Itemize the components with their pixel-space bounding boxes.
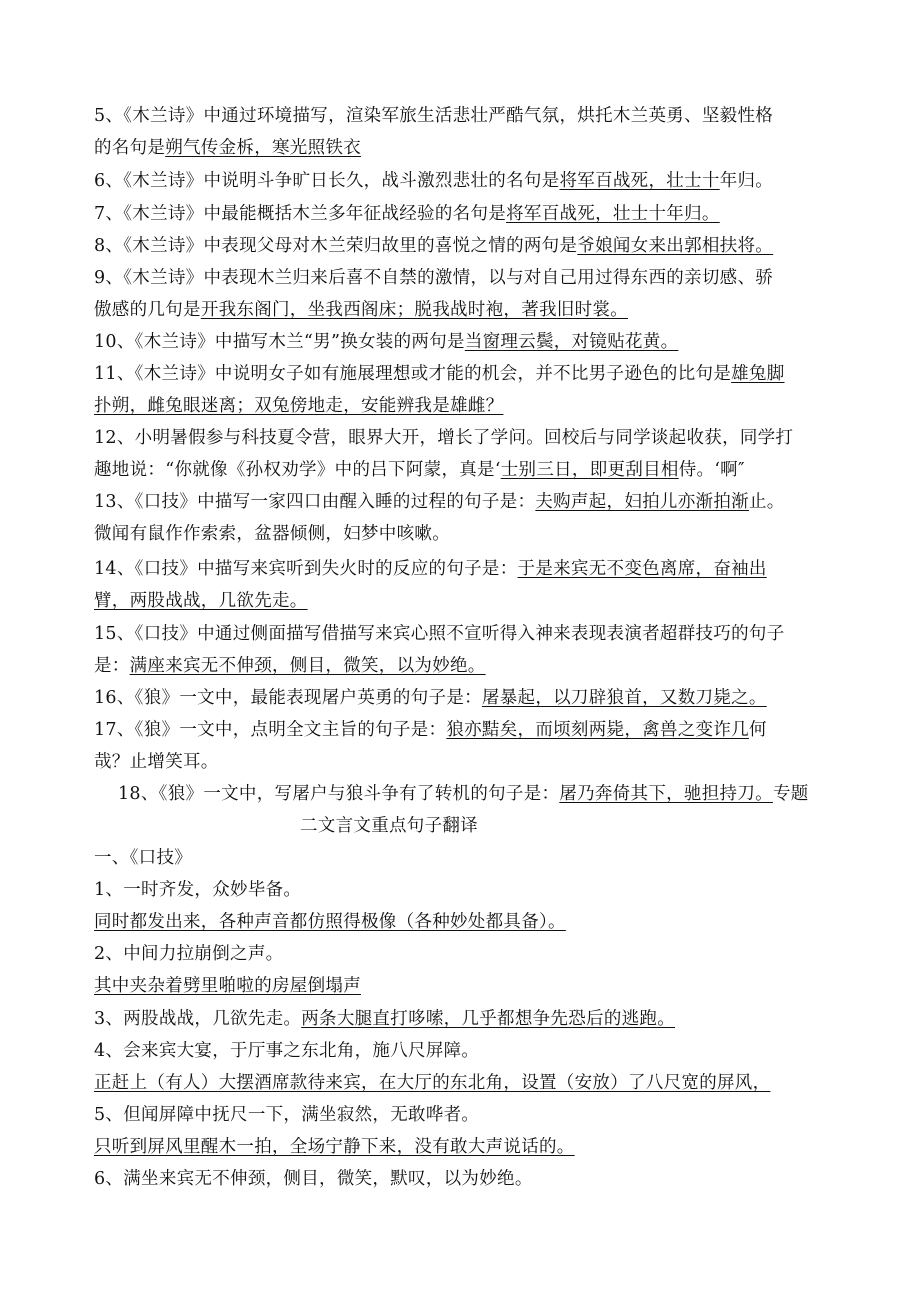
text-line: 9、《木兰诗》中表现木兰归来后喜不自禁的激情，以与对自己用过得东西的亲切感、骄 xyxy=(94,268,774,288)
answer-text: 屠乃奔倚其下，驰担持刀。 xyxy=(559,784,773,804)
text-line: 微闻有鼠作作索索，盆器倾侧，妇梦中咳嗽。 xyxy=(94,524,450,544)
text-line xyxy=(94,1071,770,1095)
text-line: 15、《口技》中通过侧面描写借描写来宾心照不宣听得入神来表现表演者超群技巧的句子 xyxy=(94,624,785,644)
text-line: 16、《狼》一文中，最能表现屠户英勇的句子是：屠暴起，以刀辟狼首，又数刀毙之。 xyxy=(94,688,767,708)
answer-text: 臂，两股战战，几欲先走。 xyxy=(94,591,308,611)
text-line: 5、《木兰诗》中通过环境描写，渲染军旅生活悲壮严酷气氛，烘托木兰英勇、坚毅性格 xyxy=(94,106,774,126)
text-line: 3、两股战战，几欲先走。两条大腿直打哆嗦，几乎都想争先恐后的逃跑。 xyxy=(94,1009,676,1029)
text-line: 6、满坐来宾无不伸颈，侧目，微笑，默叹，以为妙绝。 xyxy=(94,1169,533,1189)
answer-text: 开我东阁门，坐我西阁床；脱我战时袍，著我旧时裳。 xyxy=(200,300,629,320)
section-title: 二文言文重点句子翻译 xyxy=(300,816,478,836)
answer-text: 夫购声起，妇拍儿亦渐拍渐 xyxy=(535,492,749,512)
text-line: 趣地说：“你就像《孙权劝学》中的吕下阿蒙，真是‘士别三日，即更刮目相侍。‘啊″ xyxy=(94,460,745,480)
text-line xyxy=(94,394,503,418)
answer-text: 其中夹杂着劈里啪啦的房屋倒塌声 xyxy=(94,976,361,996)
text-line: 11、《木兰诗》中说明女子如有施展理想或才能的机会，并不比男子逊色的比句是雄兔脚 xyxy=(94,364,785,384)
answer-text: 将军百战死，壮士十年归。 xyxy=(506,204,720,224)
answer-text: 两条大腿直打哆嗦，几乎都想争先恐后的逃跑。 xyxy=(301,1009,676,1029)
text-line: 是：满座来宾无不伸颈，侧目，微笑，以为妙绝。 xyxy=(94,656,486,676)
answer-text: 正赶上（有人）大摆酒席款待来宾，在大厅的东北角，设置（安放）了八尺宽的屏风， xyxy=(94,1073,771,1093)
text-line: 13、《口技》中描写一家四口由醒入睡的过程的句子是：夫购声起，妇拍儿亦渐拍渐止。 xyxy=(94,492,785,512)
text-line: 18、《狼》一文中，写屠户与狼斗争有了转机的句子是：屠乃奔倚其下，驰担持刀。专题 xyxy=(118,784,809,804)
answer-text: 于是来宾无不变色离席，奋袖出 xyxy=(517,559,767,579)
answer-text: 雄兔脚 xyxy=(731,364,785,384)
text-line xyxy=(94,1135,575,1159)
text-line: 傲感的几句是开我东阁门，坐我西阁床；脱我战时袍，著我旧时裳。 xyxy=(94,300,629,320)
text-line xyxy=(94,589,308,613)
text-line: 14、《口技》中描写来宾听到失火时的反应的句子是：于是来宾无不变色离席，奋袖出 xyxy=(94,559,767,579)
text-line: 10、《木兰诗》中描写木兰“男”换女装的两句是当窗理云鬓，对镜贴花黄。 xyxy=(94,332,679,352)
text-line xyxy=(94,974,361,998)
answer-text: 扑朔，雌兔眼迷离；双兔傍地走，安能辨我是雄雌？ xyxy=(94,396,504,416)
answer-text: 士别三日，即更刮目相 xyxy=(500,460,679,480)
text-line: 7、《木兰诗》中最能概括木兰多年征战经验的名句是将军百战死，壮士十年归。 xyxy=(94,204,720,224)
answer-text: 当窗理云鬓，对镜贴花黄。 xyxy=(464,332,679,352)
text-line: 12、小明暑假参与科技夏令营，眼界大开，增长了学问。回校后与同学谈起收获，同学打 xyxy=(94,428,794,448)
answer-text: 狼亦黠矣，而顷刻两毙，禽兽之变诈几 xyxy=(446,720,749,740)
section-heading: 一、《口技》 xyxy=(94,848,193,868)
text-line: 哉？止增笑耳。 xyxy=(94,752,219,772)
text-line: 17、《狼》一文中，点明全文主旨的句子是：狼亦黠矣，而顷刻两毙，禽兽之变诈几何 xyxy=(94,720,767,740)
answer-text: 将军百战死，壮士十 xyxy=(559,171,720,191)
text-line: 6、《木兰诗》中说明斗争旷日长久，战斗激烈悲壮的名句是将军百战死，壮士十年归。 xyxy=(94,171,774,191)
answer-text: 满座来宾无不伸颈，侧目，微笑，以为妙绝。 xyxy=(129,656,486,676)
answer-text: 爷娘闻女来出郭相扶将。 xyxy=(577,236,774,256)
answer-text: 同时都发出来，各种声音都仿照得极像（各种妙处都具备）。 xyxy=(94,912,566,932)
text-line xyxy=(94,910,566,934)
answer-text: 朔气传金柝，寒光照铁衣 xyxy=(165,138,362,158)
text-line: 5、但闻屏障中抚尺一下，满坐寂然，无敢哗者。 xyxy=(94,1105,480,1125)
text-line: 2、中间力拉崩倒之声。 xyxy=(94,944,284,964)
text-line: 4、会来宾大宴，于厅事之东北角，施八尺屏障。 xyxy=(94,1041,480,1061)
text-line: 的名句是朔气传金柝，寒光照铁衣 xyxy=(94,138,362,158)
text-line: 8、《木兰诗》中表现父母对木兰荣归故里的喜悦之情的两句是爷娘闻女来出郭相扶将。 xyxy=(94,236,774,256)
answer-text: 只听到屏风里醒木一拍，全场宁静下来，没有敢大声说话的。 xyxy=(94,1137,575,1157)
answer-text: 屠暴起，以刀辟狼首，又数刀毙之。 xyxy=(481,688,767,708)
text-line: 1、一时齐发，众妙毕备。 xyxy=(94,880,302,900)
